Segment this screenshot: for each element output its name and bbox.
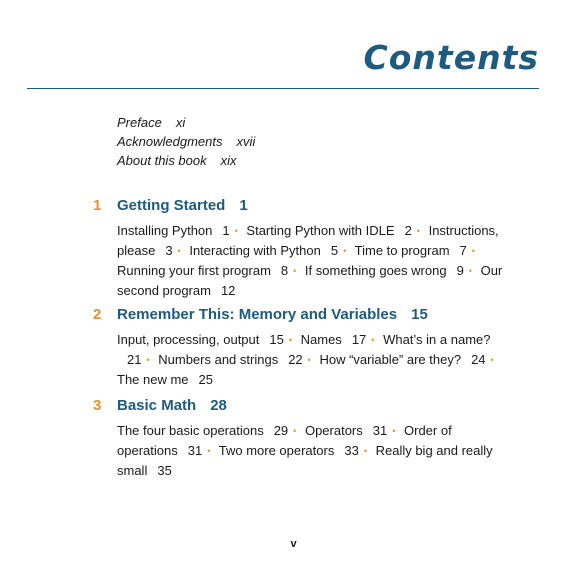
section-page: 7	[459, 243, 467, 258]
chapter-page: 28	[210, 397, 227, 414]
section-page: 1	[222, 223, 230, 238]
section-page: 33	[344, 443, 359, 458]
front-matter-page: xix	[220, 153, 237, 168]
bullet-separator-icon: •	[343, 246, 347, 256]
section-entry[interactable]	[189, 243, 338, 258]
section-label: Instructions, please	[117, 223, 499, 258]
chapter-number: 1	[93, 197, 102, 214]
title-rule	[27, 88, 539, 89]
chapter-page: 15	[411, 306, 428, 323]
section-entry[interactable]	[319, 352, 485, 367]
bullet-separator-icon: •	[416, 226, 420, 236]
chapter-number: 3	[93, 397, 102, 414]
section-label: The four basic operations	[117, 423, 264, 438]
section-page: 8	[280, 263, 289, 278]
section-page: 29	[273, 423, 289, 438]
section-entry[interactable]	[117, 372, 213, 387]
front-matter-list	[117, 113, 255, 170]
section-page: 17	[351, 332, 367, 347]
section-label: How “variable” are they?	[319, 352, 462, 367]
section-entry[interactable]	[117, 332, 284, 347]
section-label: What’s in a name?	[383, 332, 491, 347]
section-page: 31	[372, 423, 388, 438]
section-page: 21	[127, 352, 142, 367]
section-label: Names	[300, 332, 342, 347]
section-entry[interactable]	[158, 352, 302, 367]
section-label: Input, processing, output	[117, 332, 260, 347]
chapter-title-link[interactable]	[117, 197, 248, 214]
section-page: 3	[165, 243, 173, 258]
section-page: 9	[456, 263, 464, 278]
page-title: Contents	[363, 38, 539, 77]
section-entry[interactable]	[219, 443, 359, 458]
chapter-number: 2	[93, 306, 102, 323]
section-entry[interactable]	[305, 263, 464, 278]
section-entry[interactable]	[117, 423, 288, 438]
section-label: Really big and really small	[117, 443, 493, 478]
front-matter-label: Acknowledgments	[117, 134, 223, 149]
page-number: v	[290, 538, 297, 550]
section-label: Interacting with Python	[189, 243, 321, 258]
chapter-page: 1	[239, 197, 248, 214]
section-label: Installing Python	[117, 223, 213, 238]
section-label: Two more operators	[218, 443, 335, 458]
chapter-title: Getting Started	[117, 197, 226, 214]
bullet-separator-icon: •	[288, 335, 292, 345]
bullet-separator-icon: •	[392, 426, 396, 436]
section-list	[117, 330, 512, 389]
section-entry[interactable]	[305, 423, 387, 438]
section-list	[117, 221, 512, 300]
section-entry[interactable]	[301, 332, 367, 347]
front-matter-page: xvii	[236, 134, 256, 149]
section-label: Our second program	[117, 263, 503, 298]
bullet-separator-icon: •	[371, 335, 375, 345]
section-page: 5	[330, 243, 339, 258]
chapter-title-link[interactable]	[117, 306, 428, 323]
front-matter-item[interactable]	[117, 132, 255, 151]
section-entry[interactable]	[117, 263, 288, 278]
front-matter-item[interactable]	[117, 113, 255, 132]
front-matter-label: About this book	[117, 153, 207, 168]
chapter-title: Basic Math	[117, 397, 197, 414]
bullet-separator-icon: •	[363, 446, 367, 456]
front-matter-page: xi	[175, 115, 186, 130]
section-entry[interactable]	[246, 223, 411, 238]
section-entry[interactable]	[355, 243, 467, 258]
bullet-separator-icon: •	[293, 426, 297, 436]
section-label: Order of operations	[117, 423, 452, 458]
section-page: 2	[404, 223, 412, 238]
bullet-separator-icon: •	[146, 355, 150, 365]
front-matter-item[interactable]	[117, 151, 255, 170]
bullet-separator-icon: •	[293, 266, 297, 276]
section-label: Operators	[304, 423, 363, 438]
section-page: 31	[187, 443, 203, 458]
bullet-separator-icon: •	[234, 226, 238, 236]
section-label: Time to program	[354, 243, 450, 258]
front-matter-label: Preface	[117, 115, 162, 130]
section-page: 15	[269, 332, 284, 347]
section-page: 25	[198, 372, 214, 387]
chapter-title: Remember This: Memory and Variables	[117, 306, 398, 323]
bullet-separator-icon: •	[307, 355, 311, 365]
bullet-separator-icon: •	[468, 266, 472, 276]
section-label: Starting Python with IDLE	[246, 223, 395, 238]
section-page: 24	[471, 352, 486, 367]
section-page: 12	[220, 283, 236, 298]
section-label: Running your first program	[117, 263, 271, 278]
bullet-separator-icon: •	[207, 446, 211, 456]
section-list	[117, 421, 512, 480]
section-label: Numbers and strings	[158, 352, 279, 367]
section-page: 35	[157, 463, 172, 478]
bullet-separator-icon: •	[471, 246, 475, 256]
bullet-separator-icon: •	[490, 355, 494, 365]
bullet-separator-icon: •	[177, 246, 181, 256]
chapter-title-link[interactable]	[117, 397, 227, 414]
section-label: If something goes wrong	[304, 263, 447, 278]
section-label: The new me	[117, 372, 189, 387]
section-entry[interactable]	[117, 223, 230, 238]
section-page: 22	[288, 352, 303, 367]
